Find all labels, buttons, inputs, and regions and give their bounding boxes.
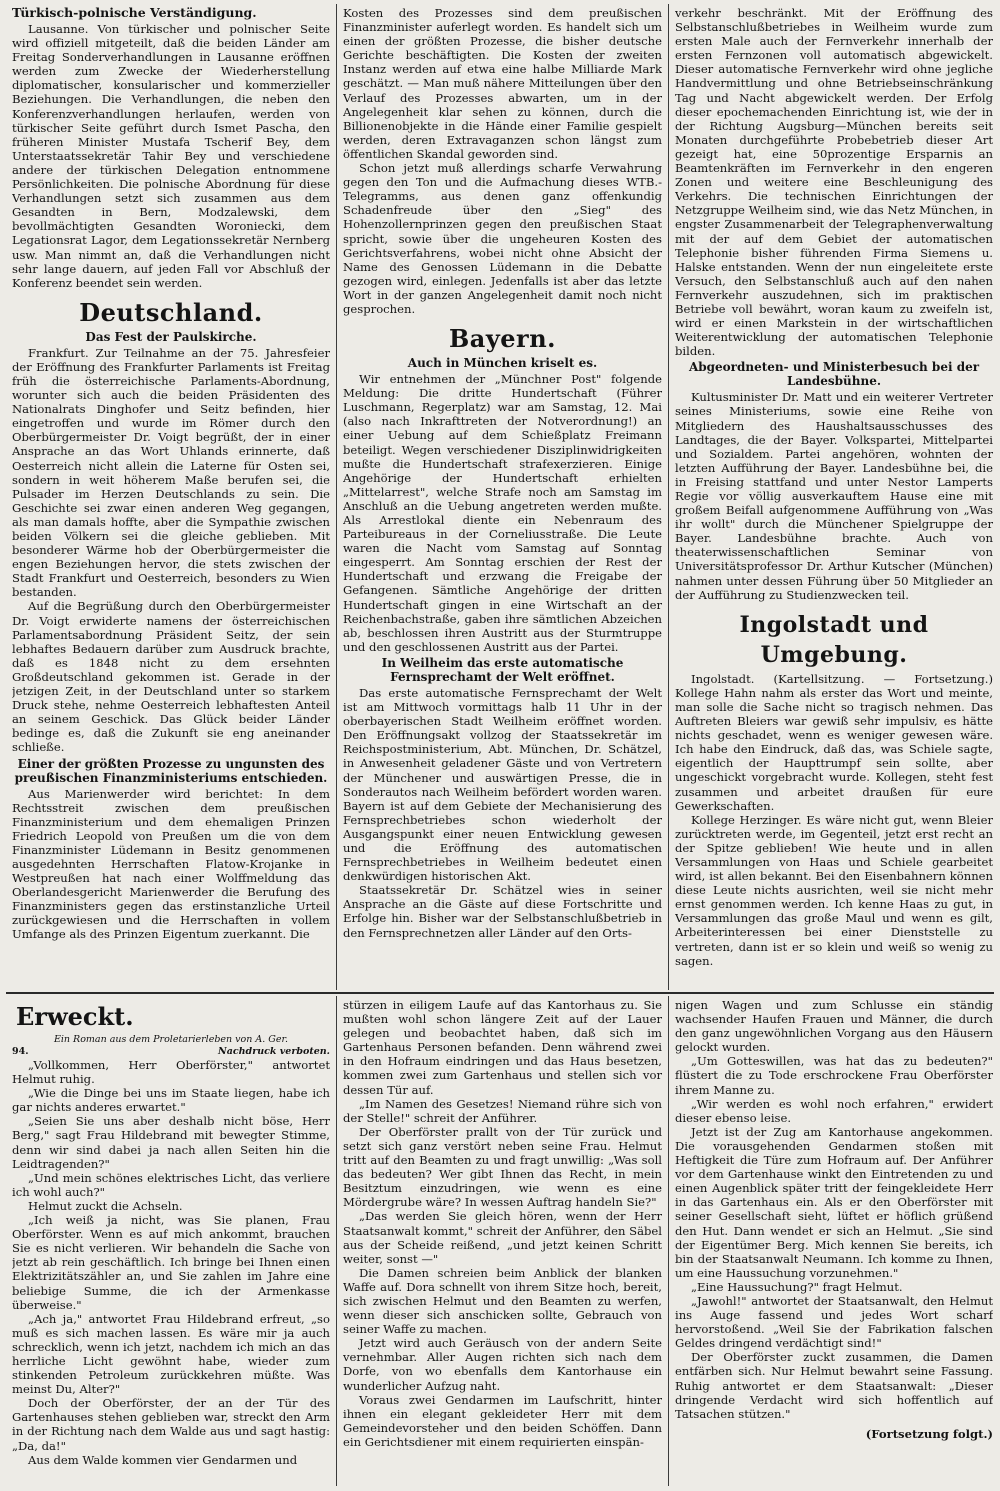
column-1 [12, 6, 330, 990]
novel-paragraph: „Eine Haussuchung?" fragt Helmut. [691, 1279, 903, 1294]
novel-paragraph: „Und mein schönes elektrisches Licht, das verliere ich wohl auch?" [12, 1170, 330, 1199]
novel-paragraph: stürzen in eiligem Laufe auf das Kantorhaus zu. Sie mußten wohl schon längere Zeit auf der Lauer gelegen und beobachtet haben, daß sich im Gartenhaus Personen befanden. Denn während zwei in den Hofraum eindringen und das Haus besetzen, kommen zwei zum Gartenhaus und stellen sich vor dessen Tür auf. [343, 998, 662, 1097]
feuilleton-subtitle: Ein Roman aus dem Proletarierleben von A. Ger. [53, 1034, 289, 1045]
headline-prozess: Einer der größten Prozesse zu ungunsten des preußischen Finanzministeriums entschieden. [14, 756, 328, 785]
column-rule [668, 4, 669, 990]
novel-paragraph: Aus dem Walde kommen vier Gendarmen und [28, 1452, 298, 1467]
headline-landesbuehne: Abgeordneten- und Ministerbesuch bei der Landesbühne. [688, 360, 980, 389]
article-fernverkehr: verkehr beschränkt. Mit der Eröffnung des Selbstanschlußbetriebes in Weilheim wurde zum ersten Male auch der Fernverkehr innerhalb der ersten Fernzonen voll automatisch abgewickelt. Dieser automatische Fernverkehr wird ohne jegliche Handvermittlung und ohne Betriebseinschränkung Tag und Nacht abgewickelt werden. Der Erfolg dieser epochemachenden Einrichtung ist, wie der in der Richtung Augsburg—München bereits seit Monaten durchgeführte Probebetrieb dieser Art gezeigt hat, eine 50prozentige Ersparnis an Beamtenkräften im Fernverkehr in den engeren Zonen und weitere eine Beschleunigung des Verkehrs. Die technischen Einrichtungen der Netzgruppe Weilheim sind, wie das Netz München, in engster Zusammenarbeit der Telegraphenverwaltung mit der auf dem Gebiet der automatischen Telephonie bisher führenden Firma Siemens u. Halske entstanden. Wenn der nun eingeleitete erste Versuch, den Selbstanschluß auch auf den nahen Fernverkehr auszudehnen, sich im praktischen Betriebe voll bewährt, woran kaum zu zweifeln ist, wird er einen Markstein in der wirtschaftlichen Weiterentwicklung der automatischen Telephonie bilden. [675, 6, 993, 359]
section-title-deutschland: Deutschland. [79, 297, 263, 327]
article-kosten: Kosten des Prozesses sind dem preußischen Finanzminister auferlegt worden. Es handelt sich um einen der größten Prozesse, die bisher deutsche Gerichte beschäftigten. Die Kosten der zweiten Instanz werden auf etwa eine halbe Milliarde Mark geschätzt. — Man muß nähere Mitteilungen über den Verlauf des Prozesses abwarten, um in der Angelegenheit klar sehen zu können, durch die Billionenobjekte in die Hände einer Familie gespielt werden, deren Extravaganzen schon längst zum öffentlichen Skandal geworden sind. [343, 6, 662, 161]
novel-paragraph: Voraus zwei Gendarmen im Laufschritt, hinter ihnen ein elegant gekleideter Herr mit dem Gemeindevorsteher und den beiden Schöffen. Dann ein Gerichtsdiener mit einem requirierten einspän- [343, 1392, 662, 1449]
feuilleton-divider [6, 992, 994, 994]
novel-paragraph: Die Damen schreien beim Anblick der blanken Waffe auf. Dora schnellt von ihrem Sitze hoch, bereit, sich zwischen Helmut und den Beamten zu werfen, wenn dieser sich anschicken sollte, Gebrauch von seiner Waffe zu machen. [343, 1265, 662, 1337]
feuilleton-column-2 [343, 998, 662, 1486]
novel-paragraph: „Seien Sie uns aber deshalb nicht böse, Herr Berg," sagt Frau Hildebrand mit bewegter Stimme, denn wir sind dabei ja nach allen Seiten hin die Leidtragenden?" [12, 1114, 330, 1171]
column-rule [336, 996, 337, 1486]
novel-paragraph: „Wie die Dinge bei uns im Staate liegen, habe ich gar nichts anderes erwartet." [12, 1086, 330, 1115]
feuilleton-column-1 [12, 998, 330, 1486]
article-herzinger: Kollege Herzinger. Es wäre nicht gut, wenn Bleier zurücktreten werde, im Gegenteil, jetzt erst recht an der Spitze geblieben! Wie heute und in allen Versammlungen von Haas und Schiele gearbeitet wird, ist allen bekannt. Bei den Eisenbahnern können diese Leute nichts ausrichten, weil sie nicht mehr ernst genommen werden. Ich kenne Haas zu gut, in Versammlungen das große Maul und wenn es gilt, Arbeiterinteressen bei einer Dienststelle zu vertreten, dann ist er so klein und weiß so wenig zu sagen. [675, 812, 993, 968]
headline-paulskirche: Das Fest der Paulskirche. [85, 329, 257, 344]
copyright-note: Nachdruck verboten. [218, 1046, 330, 1057]
novel-paragraph: Helmut zuckt die Achseln. [28, 1198, 183, 1213]
headline-muenchen: Auch in München kriselt es. [407, 356, 598, 371]
article-weilheim: Das erste automatische Fernsprechamt der Welt ist am Mittwoch vormittags halb 11 Uhr in der oberbayerischen Stadt Weilheim eröffnet worden. Den Eröffnungsakt vollzog der Staatssekretär im Reichspostministerium, Abt. München, Dr. Schätzel, in Anwesenheit geladener Gäste und von Vertretern der Münchener und auswärtigen Presse, die in Sonderautos nach Weilheim befördert worden waren. Bayern ist auf dem Gebiete der Mechanisierung des Fernsprechbetriebes schon wiederholt der Ausgangspunkt einer neuen Entwicklung gewesen und die Eröffnung des automatischen Fernsprechbetriebes in Weilheim bedeutet einen denkwürdigen historischen Akt. [343, 685, 662, 884]
article-marienwerder: Aus Marienwerder wird berichtet: In dem Rechtsstreit zwischen dem preußischen Finanzministerium und dem ehemaligen Prinzen Friedrich Leopold von Preußen um die von dem Finanzminister Lüdemann in Besitz genommenen ausgedehnten Herrschaften Flatow-Krojanke in Westpreußen hat nach einer Wolffmeldung das Oberlandesgericht Marienwerder die Berufung des Finanzministers gegen das erstinstanzliche Urteil zurückgewiesen und die Herrschaften in vollem Umfange als des Prinzen Eigentum zuerkannt. Die [12, 786, 330, 942]
novel-paragraph: „Das werden Sie gleich hören, wenn der Herr Staatsanwalt kommt," schreit der Anführer, den Säbel aus der Scheide reißend, „und jetzt keinen Schritt weiter, sonst —" [343, 1209, 662, 1266]
article-schaetzel: Staatssekretär Dr. Schätzel wies in seiner Ansprache an die Gäste auf diese Fortschritte und Erfolge hin. Bisher war der Selbstanschlußbetrieb in den Fernsprechnetzen aller Länder auf den Orts- [343, 883, 662, 940]
novel-paragraph: „Um Gotteswillen, was hat das zu bedeuten?" flüstert die zu Tode erschrockene Frau Oberförster ihrem Manne zu. [675, 1054, 993, 1097]
article-verwahrung: Schon jetzt muß allerdings scharfe Verwahrung gegen den Ton und die Aufmachung dieses WTB.-Telegramms, aus denen ganz offenkundig Schadenfreude über den „Sieg" des Hohenzollernprinzen gegen den preußischen Staat spricht, sowie über die ungeheuren Kosten des Gerichtsverfahrens, wobei nicht ohne Absicht der Name des Genossen Lüdemann in die Debatte gezogen wird, einlegen. Jedenfalls ist aber das letzte Wort in der ganzen Angelegenheit damit noch nicht gesprochen. [343, 161, 662, 316]
article-begruessung: Auf die Begrüßung durch den Oberbürgermeister Dr. Voigt erwiderte namens der österreichischen Parlamentsabordnung Präsident Seitz, der sein lebhaftes Bedauern darüber zum Ausdruck brachte, daß es 1848 nicht zu dem ersehnten Großdeutschland gekommen ist. Gerade in der jetzigen Zeit, in der Deutschland unter so starkem Druck stehe, nehme Oesterreich lebhaftesten Anteil an seinem Geschick. Das Glück beider Länder bedinge es, daß die Zukunft sie eng aneinander schließe. [12, 599, 330, 755]
novel-paragraph: „Jawohl!" antwortet der Staatsanwalt, den Helmut ins Auge fassend und jedes Wort scharf hervorstoßend. „Weil Sie der Fabrikation falschen Geldes dringend verdächtigt sind!" [675, 1293, 993, 1351]
novel-paragraph: „Vollkommen, Herr Oberförster," antwortet Helmut ruhig. [12, 1058, 330, 1087]
installment-number: 94. [12, 1046, 29, 1057]
article-frankfurt: Frankfurt. Zur Teilnahme an der 75. Jahresfeier der Eröffnung des Frankfurter Parlaments ist Freitag früh die österreichische Parlaments-Abordnung, worunter sich auch die beiden Präsidenten des Nationalrats Dinghofer und Seitz befinden, hier eingetroffen und wurde im Römer durch den Oberbürgermeister Dr. Voigt begrüßt, der in einer Ansprache an das Wort Uhlands erinnerte, daß Oesterreich nicht allein die Laterne für Osten sei, sondern in weit höherem Maße berufen sei, die Pulsader im Herzen Deutschlands zu sein. Die Geschichte sei zwar einen anderen Weg gegangen, als man damals hoffte, aber die Sympathie zwischen beiden Völkern sei die gleiche geblieben. Mit besonderer Wärme hob der Oberbürgermeister die engen Beziehungen hervor, die stets zwischen der Stadt Frankfurt und Oesterreich, besonders zu Wien bestanden. [12, 345, 330, 600]
section-title-ingolstadt: Ingolstadt und Umgebung. [739, 611, 929, 668]
feuilleton-column-3 [675, 998, 993, 1486]
novel-paragraph: Jetzt ist der Zug am Kantorhause angekommen. Die vorausgehenden Gendarmen stoßen mit Heftigkeit die Türe zum Hofraum auf. Der Anführer vor dem Gartenhause winkt den Eintretenden zu und einen Augenblick später tritt der feingekleidete Herr in das Gartenhaus ein. Als er den Oberförster mit seiner Gesellschaft sieht, lüftet er höflich grüßend den Hut. Dann wendet er sich an Helmut. „Sie sind der Eigentümer Berg. Mich kennen Sie bereits, ich bin der Staatsanwalt Neumann. Ich komme zu Ihnen, um eine Haussuchung vorzunehmen." [675, 1124, 993, 1280]
column-3 [675, 6, 993, 990]
section-title-bayern: Bayern. [449, 324, 556, 354]
article-lausanne: Lausanne. Von türkischer und polnischer Seite wird offiziell mitgeteilt, daß die beiden Länder am Freitag Sonderverhandlungen in Lausanne eröffnen werden zum Zwecke der Wiederherstellung diplomatischer, konsularischer und kommerzieller Beziehungen. Die Verhandlungen, die neben den Konferenzverhandlungen herlaufen, werden von türkischer Seite geführt durch Ismet Pascha, den früheren Minister Mustafa Tscherif Bey, dem Unterstaatssekretär Tahir Bey und verschiedene andere der türkischen Delegation entnommene Persönlichkeiten. Die polnische Abordnung für diese Verhandlungen setzt sich zusammen aus dem Gesandten in Bern, Modzalewski, dem bevollmächtigten Gesandten Woroniecki, dem Legationsrat Lagor, dem Legationssekretär Nernberg usw. Man nimmt an, daß die Verhandlungen nicht sehr lange dauern, auf jeden Fall vor Abschluß der Konferenz beendet sein werden. [12, 22, 330, 290]
novel-paragraph: Der Oberförster prallt von der Tür zurück und setzt sich ganz verstört neben seine Frau. Helmut tritt auf den Beamten zu und fragt unwillig: „Was soll das bedeuten? Wer gibt Ihnen das Recht, in mein Besitztum einzudringen, wie wenn es eine Mördergrube wäre? In wessen Auftrag handeln Sie?" [343, 1124, 662, 1210]
novel-paragraph: Doch der Oberförster, der an der Tür des Gartenhauses stehen geblieben war, streckt den Arm in der Richtung nach dem Walde aus und sagt hastig: „Da, da!" [12, 1396, 330, 1453]
novel-paragraph: Jetzt wird auch Geräusch von der andern Seite vernehmbar. Aller Augen richten sich nach dem Dorfe, von wo ebenfalls dem Kantorhause ein wunderlicher Aufzug naht. [343, 1336, 662, 1393]
to-be-continued: (Fortsetzung folgt.) [865, 1426, 993, 1441]
novel-paragraph: „Ich weiß ja nicht, was Sie planen, Frau Oberförster. Wenn es auf mich ankommt, brauchen Sie es nicht verlieren. Wir behandeln die Sache von jetzt ab rein geschäftlich. Ich bringe bei Ihnen einen Elektrizitätszähler an, und Sie zahlen im Jahre eine beliebige Summe, die ich der Armenkasse überweise." [12, 1213, 330, 1312]
novel-paragraph: nigen Wagen und zum Schlusse ein ständig wachsender Haufen Frauen und Männer, die durch den ganz ungewöhnlichen Vorgang aus den Häusern gelockt wurden. [675, 998, 993, 1055]
novel-paragraph: „Wir werden es wohl noch erfahren," erwidert dieser ebenso leise. [675, 1096, 993, 1125]
novel-paragraph: Der Oberförster zuckt zusammen, die Damen entfärben sich. Nur Helmut bewahrt seine Fassung. Ruhig antwortet er dem Staatsanwalt: „Dieser dringende Verdacht wird sich hoffentlich auf Tatsachen stützen." [675, 1350, 993, 1421]
novel-paragraph: „Ach ja," antwortet Frau Hildebrand erfreut, „so muß es sich machen lassen. Es wäre mir ja auch schrecklich, wenn ich jetzt, nachdem ich mich an das herrliche Licht gewöhnt habe, wieder zum stinkenden Petroleum zurückkehren müßte. Was meinst Du, Alter?" [12, 1311, 330, 1397]
article-kultusminister: Kultusminister Dr. Matt und ein weiterer Vertreter seines Ministeriums, sowie eine Reihe von Mitgliedern des Haushaltsausschusses des Landtages, die der Bayer. Volkspartei, Mittelpartei und Sozialdem. Partei angehören, wohnten der letzten Aufführung der Bayer. Landesbühne bei, die in Freising stattfand und unter Nestor Lamperts Regie vor völlig ausverkauftem Hause eine mit großem Beifall aufgenommene Aufführung von „Was ihr wollt" durch die Münchener Spielgruppe der Bayer. Landesbühne brachte. Auch von theaterwissenschaftlichen Seminar von Universitätsprofessor Dr. Arthur Kutscher (München) nahmen unter dessen Führung über 50 Mitglieder an der Aufführung zu Studienzwecken teil. [675, 390, 993, 602]
feuilleton-meta-row [12, 1046, 330, 1058]
column-rule [336, 4, 337, 990]
headline-weilheim: In Weilheim das erste automatische Fernsprechamt der Welt eröffnet. [381, 655, 624, 684]
column-2 [343, 6, 662, 990]
article-muenchen: Wir entnehmen der „Münchner Post" folgende Meldung: Die dritte Hundertschaft (Führer Luschmann, Regerplatz) war am Samstag, 12. Mai (also nach Inkrafttreten der Notverordnung!) an einer Uebung auf dem Schießplatz Freimann beteiligt. Wegen verschiedener Disziplinwidrigkeiten mußte die Hundertschaft strafexerzieren. Einige Angehörige der Hundertschaft erhielten „Mittelarrest", welche Strafe noch am Samstag im Anschluß an die Uebung angetreten werden mußte. Als Arrestlokal diente ein Nebenraum des Parteibureaus in der Corneliusstraße. Die Leute waren die Nacht vom Samstag auf Sonntag eingesperrt. Am Sonntag erschien der Rest der Hundertschaft und erzwang die Freigabe der Gefangenen. Sämtliche Angehörige der dritten Hundertschaft gingen in eine Wirtschaft an der Reichenbachstraße, gaben ihre sämtlichen Abzeichen ab, beschlossen ihren Austritt aus der Sturmtruppe und den geschlossenen Austritt aus der Partei. [343, 372, 662, 654]
novel-paragraph: „Im Namen des Gesetzes! Niemand rühre sich von der Stelle!" schreit der Anführer. [343, 1096, 662, 1125]
feuilleton-title: Erweckt. [16, 1002, 134, 1031]
column-rule [668, 996, 669, 1486]
article-kartellsitzung: Ingolstadt. (Kartellsitzung. — Fortsetzung.) Kollege Hahn nahm als erster das Wort und meinte, man solle die Sache nicht so tragisch nehmen. Das Auftreten Bleiers war gewiß sehr impulsiv, es hätte nichts geschadet, wenn es weniger gewesen wäre. Ich habe den Eindruck, daß das, was Schiele sagte, eigentlich der Haupttrumpf sein sollte, aber ungeschickt vorgebracht wurde. Kollegen, steht fest zusammen und arbeitet draußen für eure Gewerkschaften. [675, 671, 993, 813]
headline-tuerkisch-polnisch: Türkisch-polnische Verständigung. [12, 6, 257, 20]
